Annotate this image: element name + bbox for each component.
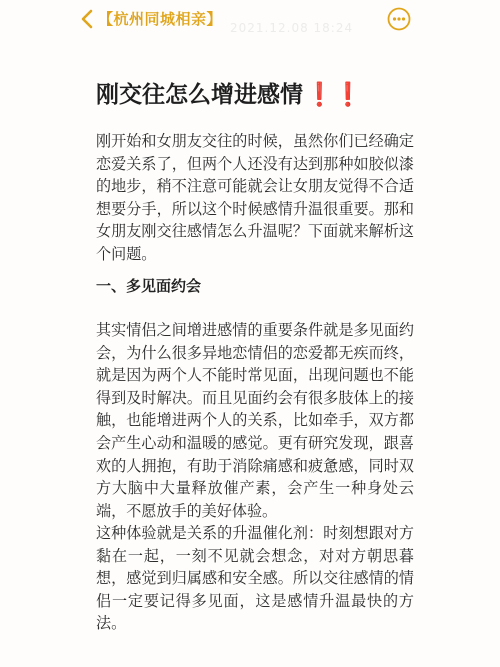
intro-paragraph: 刚开始和女朋友交往的时候，虽然你们已经确定恋爱关系了，但两个人还没有达到那种如胶似漆的地步，稍不注意可能就会让女朋友觉得不合适想要分手，所以这个时候感情升温很重要。那和女朋友刚交往感情怎么升温呢？下面就来解析这个问题。 xyxy=(96,132,414,263)
exclamation-emoji: ❗❗ xyxy=(305,82,363,108)
article-title-text: 刚交往怎么增进感情 xyxy=(96,82,303,108)
chevron-left-icon[interactable] xyxy=(78,8,98,30)
top-bar xyxy=(0,0,500,40)
article-title xyxy=(96,78,426,112)
timestamp-watermark: 2021.12.08 18:24 xyxy=(230,21,354,35)
section-heading: 一、多见面约会 xyxy=(96,277,202,295)
more-horizontal-icon[interactable] xyxy=(387,7,411,31)
header-title[interactable]: 【杭州同城相亲】 xyxy=(98,10,223,28)
body-paragraph: 这种体验就是关系的升温催化剂：时刻想跟对方黏在一起，一刻不见就会想念，对对方朝思暮想，感觉到归属感和安全感。所以交往感情的情侣一定要记得多见面，这是感情升温最快的方法。 xyxy=(96,524,414,633)
body-paragraph: 其实情侣之间增进感情的重要条件就是多见面约会，为什么很多异地恋情侣的恋爱都无疾而终，就是因为两个人不能时常见面，出现问题也不能得到及时解决。而且见面约会有很多肢体上的接触，也能增进两个人的关系，比如牵手，双方都会产生心动和温暖的感觉。更有研究发现，跟喜欢的人拥抱，有助于消除痛感和疲惫感，同时双方大脑中大量释放催产素，会产生一种身处云端，不愿放手的美好体验。 xyxy=(96,321,414,520)
